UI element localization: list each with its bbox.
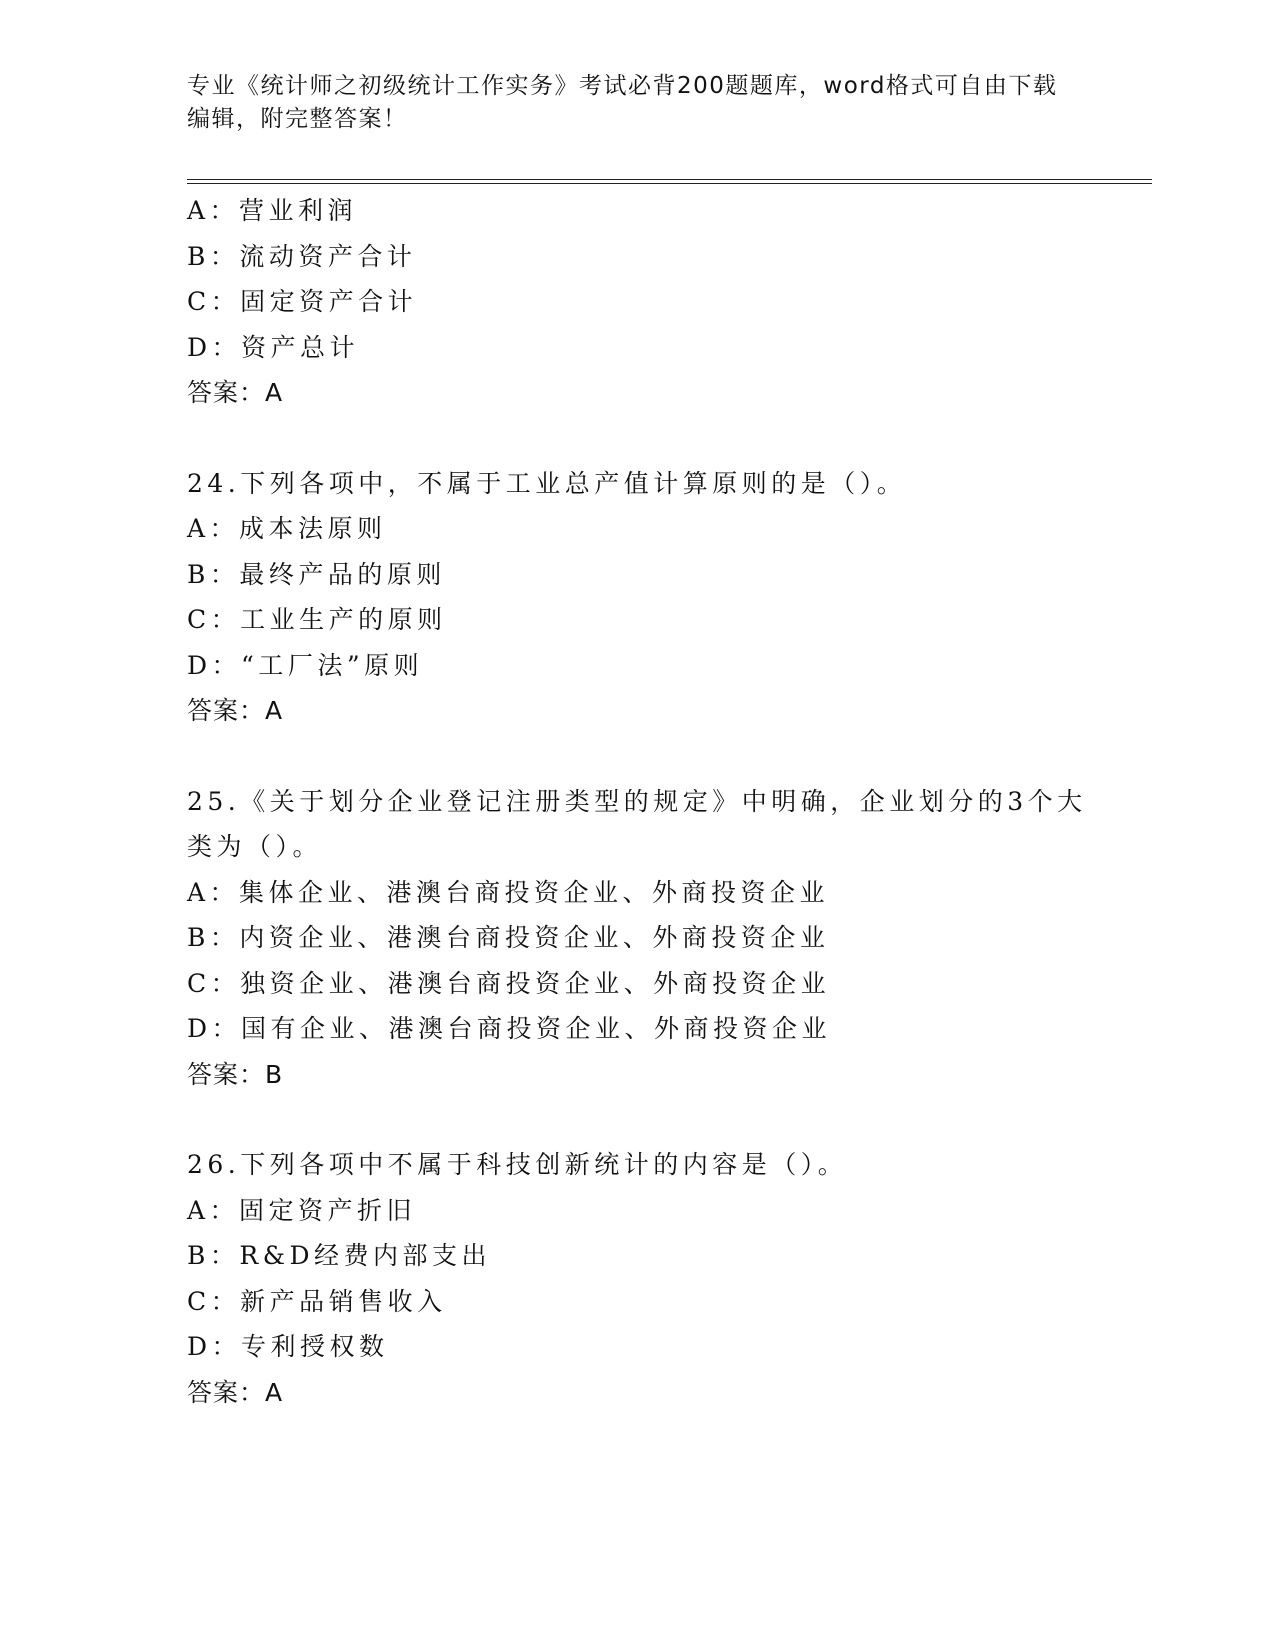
question-list bbox=[187, 188, 1147, 1460]
option-c: C：工业生产的原则 bbox=[187, 605, 447, 634]
option-a: A：营业利润 bbox=[187, 196, 358, 225]
option-d: D：国有企业、港澳台商投资企业、外商投资企业 bbox=[187, 1014, 832, 1043]
header-divider-top bbox=[187, 179, 1152, 180]
question-block-24 bbox=[187, 461, 1147, 734]
option-a: A：成本法原则 bbox=[187, 514, 387, 543]
option-b: B：内资企业、港澳台商投资企业、外商投资企业 bbox=[187, 923, 830, 952]
option-d: D：“工厂法”原则 bbox=[187, 650, 424, 680]
header-title-line-1: 专业《统计师之初级统计工作实务》考试必背200题题库，word格式可自由下载 bbox=[187, 73, 1058, 99]
document-header bbox=[187, 70, 1087, 136]
question-stem-line-2: 类为（）。 bbox=[187, 832, 323, 861]
answer-line: 答案：A bbox=[187, 378, 284, 407]
question-stem: 24.下列各项中，不属于工业总产值计算原则的是（）。 bbox=[187, 468, 907, 498]
question-stem-line-1: 25.《关于划分企业登记注册类型的规定》中明确，企业划分的3个大 bbox=[187, 786, 1087, 816]
question-block-25 bbox=[187, 779, 1147, 1098]
option-b: B：最终产品的原则 bbox=[187, 559, 446, 589]
header-title-line-2: 编辑，附完整答案！ bbox=[187, 106, 408, 132]
question-block-26 bbox=[187, 1142, 1147, 1415]
option-c: C：固定资产合计 bbox=[187, 287, 418, 316]
header-divider-bottom bbox=[187, 183, 1152, 184]
answer-line: 答案：A bbox=[187, 696, 284, 725]
answer-line: 答案：B bbox=[187, 1059, 284, 1089]
option-c: C：新产品销售收入 bbox=[187, 1286, 447, 1316]
option-d: D：专利授权数 bbox=[187, 1332, 389, 1361]
option-c: C：独资企业、港澳台商投资企业、外商投资企业 bbox=[187, 968, 831, 998]
question-block-partial bbox=[187, 188, 1147, 416]
answer-line: 答案：A bbox=[187, 1377, 284, 1407]
option-a: A：集体企业、港澳台商投资企业、外商投资企业 bbox=[187, 877, 830, 907]
option-b: B：R&D经费内部支出 bbox=[187, 1241, 491, 1270]
option-b: B：流动资产合计 bbox=[187, 241, 417, 271]
option-d: D：资产总计 bbox=[187, 332, 360, 362]
option-a: A：固定资产折旧 bbox=[187, 1195, 417, 1225]
question-stem: 26.下列各项中不属于科技创新统计的内容是（）。 bbox=[187, 1150, 848, 1179]
